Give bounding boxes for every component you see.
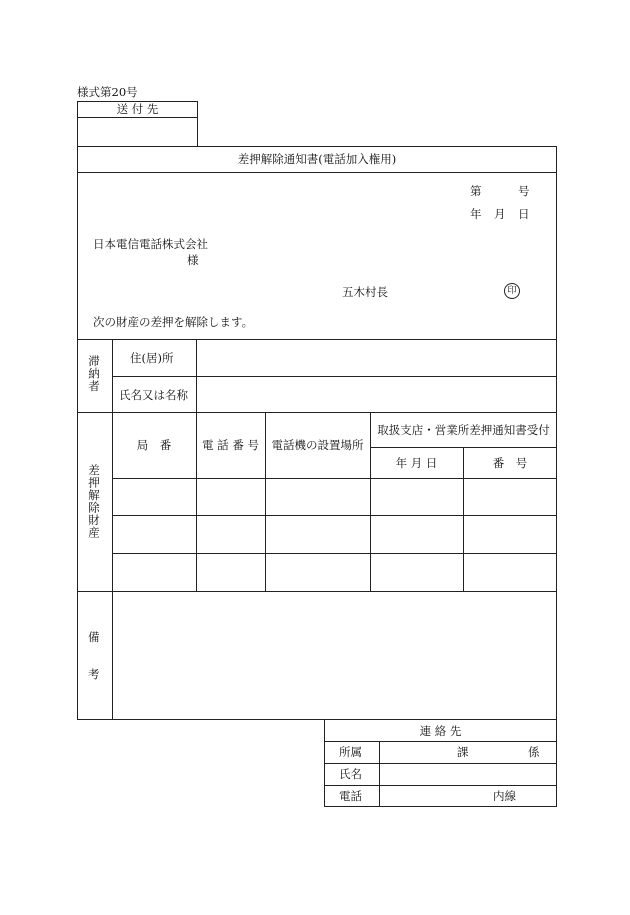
- divider: [112, 339, 113, 720]
- divider: [112, 478, 557, 479]
- contact-name-label: 氏名: [339, 767, 362, 781]
- col-station: 局 番: [136, 438, 172, 452]
- divider: [77, 412, 557, 413]
- subsection-label: 係: [528, 745, 540, 759]
- number-dai: 第: [470, 184, 482, 198]
- col-location: 電話機の設置場所: [271, 438, 364, 452]
- delinquent-label: 滞納者: [87, 355, 101, 393]
- divider: [324, 763, 557, 764]
- extension-label: 内線: [493, 789, 516, 803]
- divider: [112, 515, 557, 516]
- affiliation-label: 所属: [339, 745, 362, 759]
- addressee-company: 日本電信電話株式会社: [93, 237, 208, 251]
- number-go: 号: [518, 184, 530, 198]
- col-phone: 電 話 番 号: [202, 438, 259, 452]
- divider: [77, 591, 557, 592]
- divider: [370, 412, 371, 591]
- col-receipt-date: 年 月 日: [395, 456, 438, 470]
- date-day: 日: [518, 207, 530, 221]
- divider: [77, 339, 557, 340]
- divider: [370, 447, 557, 448]
- sender-name: 五木村長: [342, 285, 388, 299]
- address-label: 住(居)所: [130, 351, 174, 365]
- divider: [112, 553, 557, 554]
- divider: [324, 741, 557, 742]
- form-number: 様式第20号: [77, 85, 138, 99]
- date-month: 月: [494, 207, 506, 221]
- divider: [324, 785, 557, 786]
- section-label: 課: [457, 745, 469, 759]
- release-statement: 次の財産の差押を解除します。: [93, 315, 254, 329]
- date-year: 年: [470, 207, 482, 221]
- divider: [77, 117, 198, 118]
- divider: [112, 376, 557, 377]
- col-receipt-number: 番 号: [492, 456, 528, 470]
- seal-icon: 印: [504, 283, 520, 299]
- divider: [379, 741, 380, 807]
- remarks-label-bottom: 考: [88, 667, 100, 681]
- property-label: 差押解除財産: [87, 464, 101, 539]
- form-title: 差押解除通知書(電話加入権用): [237, 152, 397, 166]
- divider: [77, 172, 557, 173]
- contact-title: 連 絡 先: [419, 724, 462, 738]
- phone-label: 電話: [339, 789, 362, 803]
- col-receipt-group: 取扱支店・営業所差押通知書受付: [377, 423, 550, 437]
- addressee-honorific: 様: [187, 253, 199, 267]
- remarks-label-top: 備: [88, 630, 100, 644]
- name-label: 氏名又は名称: [119, 388, 188, 402]
- recipient-label: 送 付 先: [116, 102, 159, 116]
